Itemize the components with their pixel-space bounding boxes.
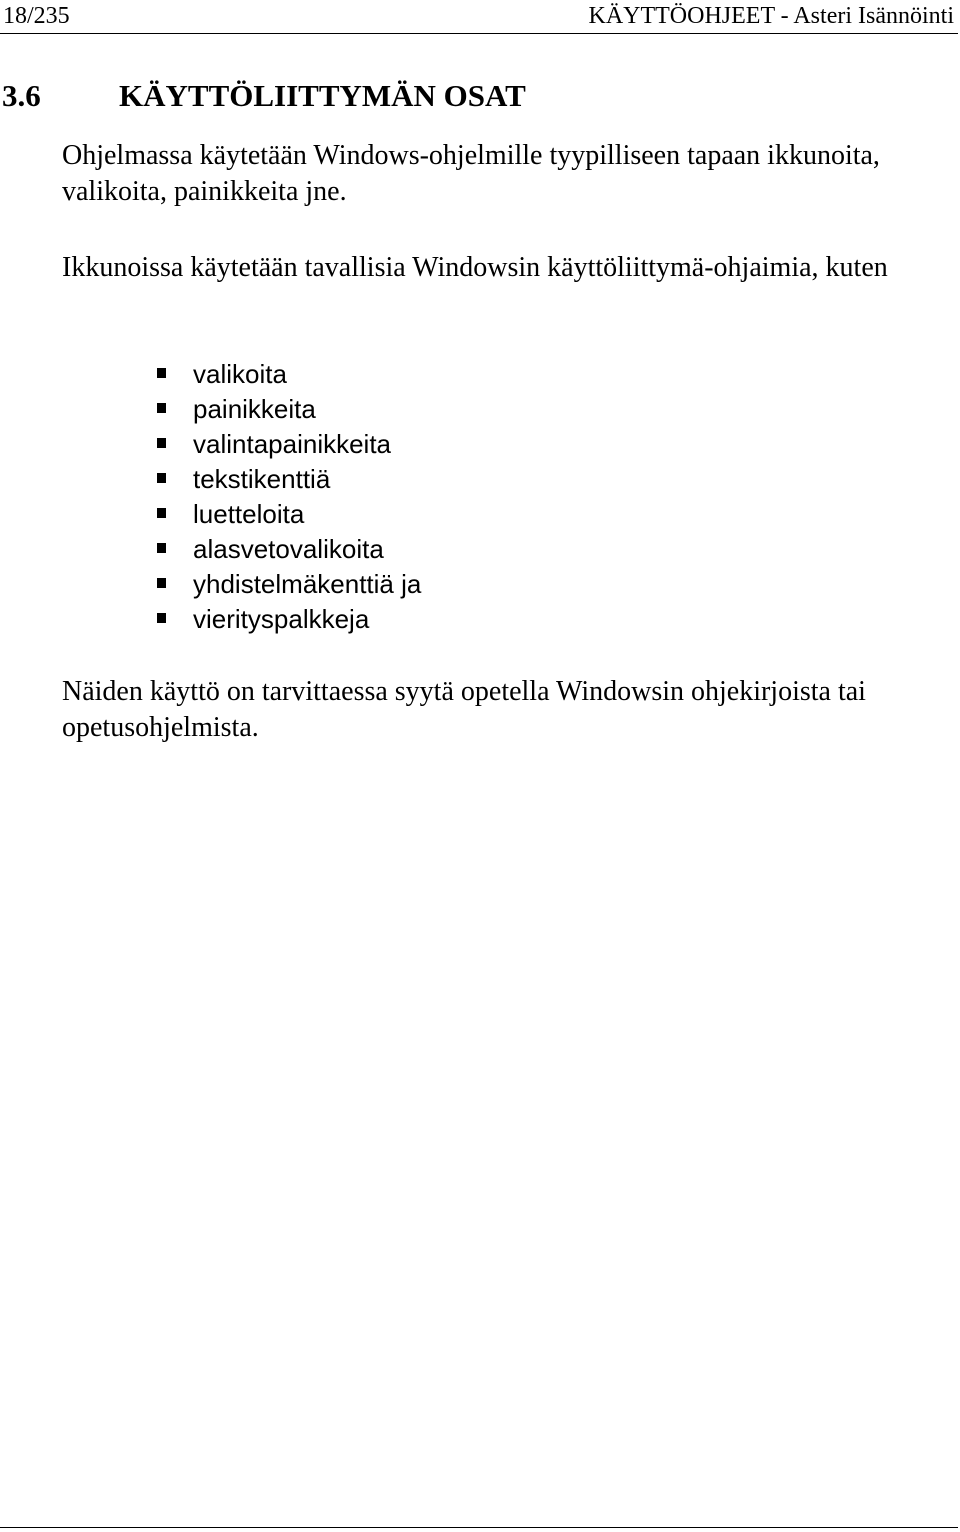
square-bullet-icon [157,403,166,413]
section-title: KÄYTTÖLIITTYMÄN OSAT [119,78,526,113]
list-item-text: alasvetovalikoita [193,534,384,564]
document-title: KÄYTTÖOHJEET - Asteri Isännöinti [588,3,954,29]
intro-paragraph: Ohjelmassa käytetään Windows-ohjelmille tyypilliseen tapaan ikkunoita, valikoita, painikkeita jne. [62,140,880,207]
square-bullet-icon [157,543,166,553]
controls-intro-paragraph: Ikkunoissa käytetään tavallisia Windowsin käyttöliittymä-ohjaimia, kuten [62,252,888,283]
square-bullet-icon [157,473,166,483]
page-number: 18/235 [3,3,70,29]
footer-divider [0,1527,958,1528]
section-heading [0,76,960,116]
list-item-text: tekstikenttiä [193,464,331,494]
list-item-text: luetteloita [193,499,305,529]
list-item-text: painikkeita [193,394,316,424]
list-item-text: valintapainikkeita [193,429,392,459]
square-bullet-icon [157,368,166,378]
square-bullet-icon [157,438,166,448]
list-item-text: valikoita [193,359,287,389]
header-divider [0,33,958,34]
square-bullet-icon [157,578,166,588]
list-item-text: yhdistelmäkenttiä ja [193,569,422,599]
square-bullet-icon [157,508,166,518]
square-bullet-icon [157,613,166,623]
section-number: 3.6 [2,78,41,113]
list-item-text: vierityspalkkeja [193,604,370,634]
page-header [0,0,960,34]
closing-paragraph: Näiden käyttö on tarvittaessa syytä opetella Windowsin ohjekirjoista tai opetusohjelmista. [62,676,866,743]
